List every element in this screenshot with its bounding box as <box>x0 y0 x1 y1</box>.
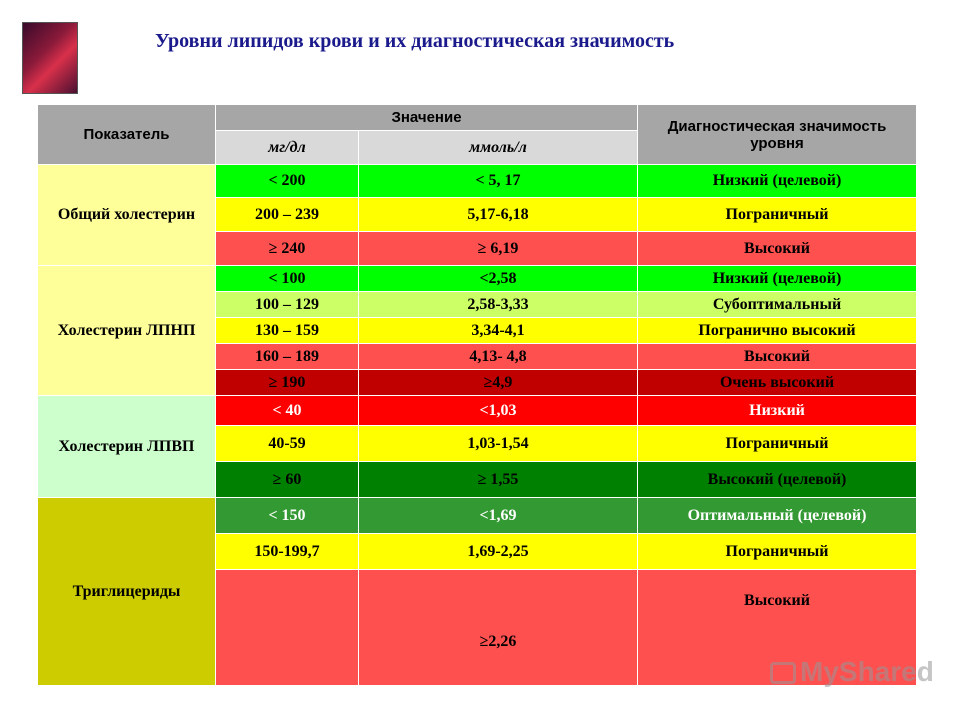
cell-mmol: ≥ 6,19 <box>359 232 638 266</box>
cell-mmol: 2,58-3,33 <box>359 292 638 318</box>
cell-mmol: 5,17-6,18 <box>359 198 638 232</box>
cell-mmol: <1,03 <box>359 396 638 426</box>
cell-mmol: 3,34-4,1 <box>359 318 638 344</box>
cell-level: Пограничный <box>638 534 917 570</box>
table-row <box>38 266 917 292</box>
lipid-levels-table <box>37 104 917 686</box>
cell-level: Пограничный <box>638 198 917 232</box>
cell-level: Оптимальный (целевой) <box>638 498 917 534</box>
cell-mgdl: 40-59 <box>216 426 359 462</box>
cell-level: Низкий <box>638 396 917 426</box>
group-hdl-cholesterol: Холестерин ЛПВП <box>38 396 216 498</box>
header-unit-mgdl: мг/дл <box>216 131 359 165</box>
heart-logo-image <box>22 22 78 94</box>
table-row <box>38 498 917 534</box>
cell-mmol: 1,03-1,54 <box>359 426 638 462</box>
cell-level: Низкий (целевой) <box>638 266 917 292</box>
header-unit-mmol: ммоль/л <box>359 131 638 165</box>
cell-mgdl: < 200 <box>216 165 359 198</box>
cell-level: Погранично высокий <box>638 318 917 344</box>
cell-mgdl: ≥ 60 <box>216 462 359 498</box>
cell-mgdl: < 40 <box>216 396 359 426</box>
cell-mmol: ≥4,9 <box>359 370 638 396</box>
cell-mgdl: < 100 <box>216 266 359 292</box>
cell-level: Высокий (целевой) <box>638 462 917 498</box>
cell-mmol: < 5, 17 <box>359 165 638 198</box>
table-row <box>38 165 917 198</box>
cell-mgdl: < 150 <box>216 498 359 534</box>
cell-level: Высокий <box>638 232 917 266</box>
group-triglycerides: Триглицериды <box>38 498 216 686</box>
cell-mgdl: 200 – 239 <box>216 198 359 232</box>
cell-mmol: <2,58 <box>359 266 638 292</box>
cell-mgdl: 150-199,7 <box>216 534 359 570</box>
page-title: Уровни липидов крови и их диагностическая значимость <box>155 30 675 52</box>
cell-level: Субоптимальный <box>638 292 917 318</box>
cell-mgdl: 100 – 129 <box>216 292 359 318</box>
header-value: Значение <box>216 105 638 131</box>
cell-mgdl: ≥ 190 <box>216 370 359 396</box>
cell-level: Низкий (целевой) <box>638 165 917 198</box>
cell-mmol: ≥2,26 <box>359 570 638 686</box>
cell-mgdl: ≥ 240 <box>216 232 359 266</box>
header-significance: Диагностическая значимость уровня <box>638 105 917 165</box>
cell-mgdl: 130 – 159 <box>216 318 359 344</box>
watermark-text: MyShared <box>800 656 934 687</box>
cell-level: Высокий <box>638 344 917 370</box>
group-total-cholesterol: Общий холестерин <box>38 165 216 266</box>
watermark <box>770 656 934 688</box>
group-ldl-cholesterol: Холестерин ЛПНП <box>38 266 216 396</box>
cell-level: Пограничный <box>638 426 917 462</box>
cell-mmol: <1,69 <box>359 498 638 534</box>
cell-mmol: 1,69-2,25 <box>359 534 638 570</box>
header-indicator: Показатель <box>38 105 216 165</box>
table-row <box>38 396 917 426</box>
cell-mmol: ≥ 1,55 <box>359 462 638 498</box>
cell-mgdl: 160 – 189 <box>216 344 359 370</box>
cell-level: Очень высокий <box>638 370 917 396</box>
cell-level: Высокий <box>638 570 917 686</box>
cell-mmol: 4,13- 4,8 <box>359 344 638 370</box>
presentation-icon <box>770 662 796 684</box>
cell-mgdl <box>216 570 359 686</box>
